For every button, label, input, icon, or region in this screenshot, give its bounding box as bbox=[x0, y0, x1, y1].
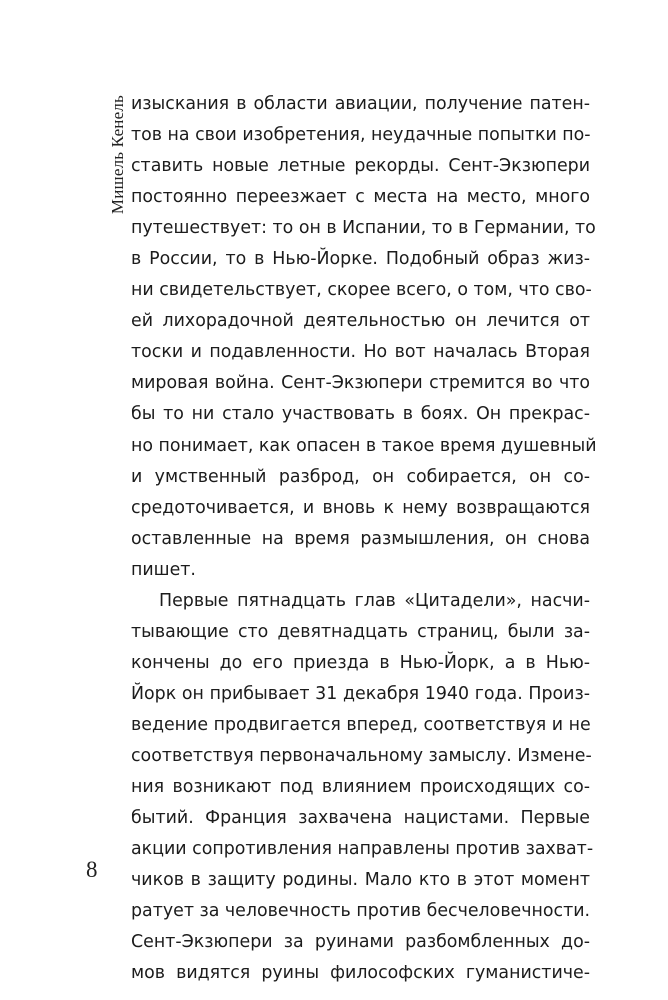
page-number: 8 bbox=[86, 857, 98, 882]
text-line: оставленные на время размышления, он снова bbox=[131, 528, 590, 549]
text-line: постоянно переезжает с места на место, много bbox=[131, 187, 590, 208]
text-line: соответствуя первоначальному замыслу. Измене- bbox=[131, 745, 592, 766]
text-line: путешествует: то он в Испании, то в Германии, то bbox=[131, 218, 596, 239]
text-line: ни свидетельствует, скорее всего, о том, что сво- bbox=[131, 280, 592, 301]
text-line: ратует за человечность против бесчеловечности. bbox=[131, 901, 591, 922]
text-line: тоски и подавленности. Но вот началась Вторая bbox=[131, 342, 590, 363]
text-line: кончены до его приезда в Нью-Йорк, а в Нью- bbox=[131, 652, 590, 673]
text-line: тывающие сто девятнадцать страниц, были за- bbox=[131, 621, 590, 642]
text-line: ведение продвигается вперед, соответствуя и не bbox=[131, 714, 591, 735]
text-line: в России, то в Нью-Йорке. Подобный образ жиз- bbox=[131, 249, 590, 270]
text-line: бытий. Франция захвачена нацистами. Первые bbox=[131, 808, 590, 829]
text-line: Йорк он прибывает 31 декабря 1940 года. Произ- bbox=[131, 683, 590, 704]
text-line: мировая война. Сент-Экзюпери стремится во что bbox=[131, 373, 590, 394]
text-line: тов на свои изобретения, неудачные попытки по- bbox=[131, 125, 591, 146]
paragraph-end-line: пишет. bbox=[131, 559, 196, 580]
text-line: но понимает, как опасен в такое время душевный bbox=[131, 435, 597, 456]
text-line: акции сопротивления направлены против захват- bbox=[131, 839, 594, 860]
text-line: ния возникают под влиянием происходящих со- bbox=[131, 777, 590, 798]
text-line: ставить новые летные рекорды. Сент-Экзюпери bbox=[131, 156, 590, 177]
text-line: чиков в защиту родины. Мало кто в этот момент bbox=[131, 870, 590, 891]
text-line: бы то ни стало участвовать в боях. Он прекрас- bbox=[131, 404, 590, 425]
text-line: и умственный разброд, он собирается, он со- bbox=[131, 466, 590, 487]
running-head: Мишель Кенель bbox=[108, 95, 127, 215]
body-text bbox=[131, 89, 597, 989]
text-line: средоточивается, и вновь к нему возвращаются bbox=[131, 497, 590, 518]
text-line: Сент-Экзюпери за руинами разбомбленных до- bbox=[131, 932, 590, 953]
text-line: ей лихорадочной деятельностью он лечится от bbox=[131, 311, 590, 332]
paragraph-start-line: Первые пятнадцать глав «Цитадели», насчи- bbox=[159, 590, 590, 611]
text-line: изыскания в области авиации, получение патен- bbox=[131, 94, 590, 114]
text-line: мов видятся руины философских гуманистиче- bbox=[131, 963, 590, 984]
